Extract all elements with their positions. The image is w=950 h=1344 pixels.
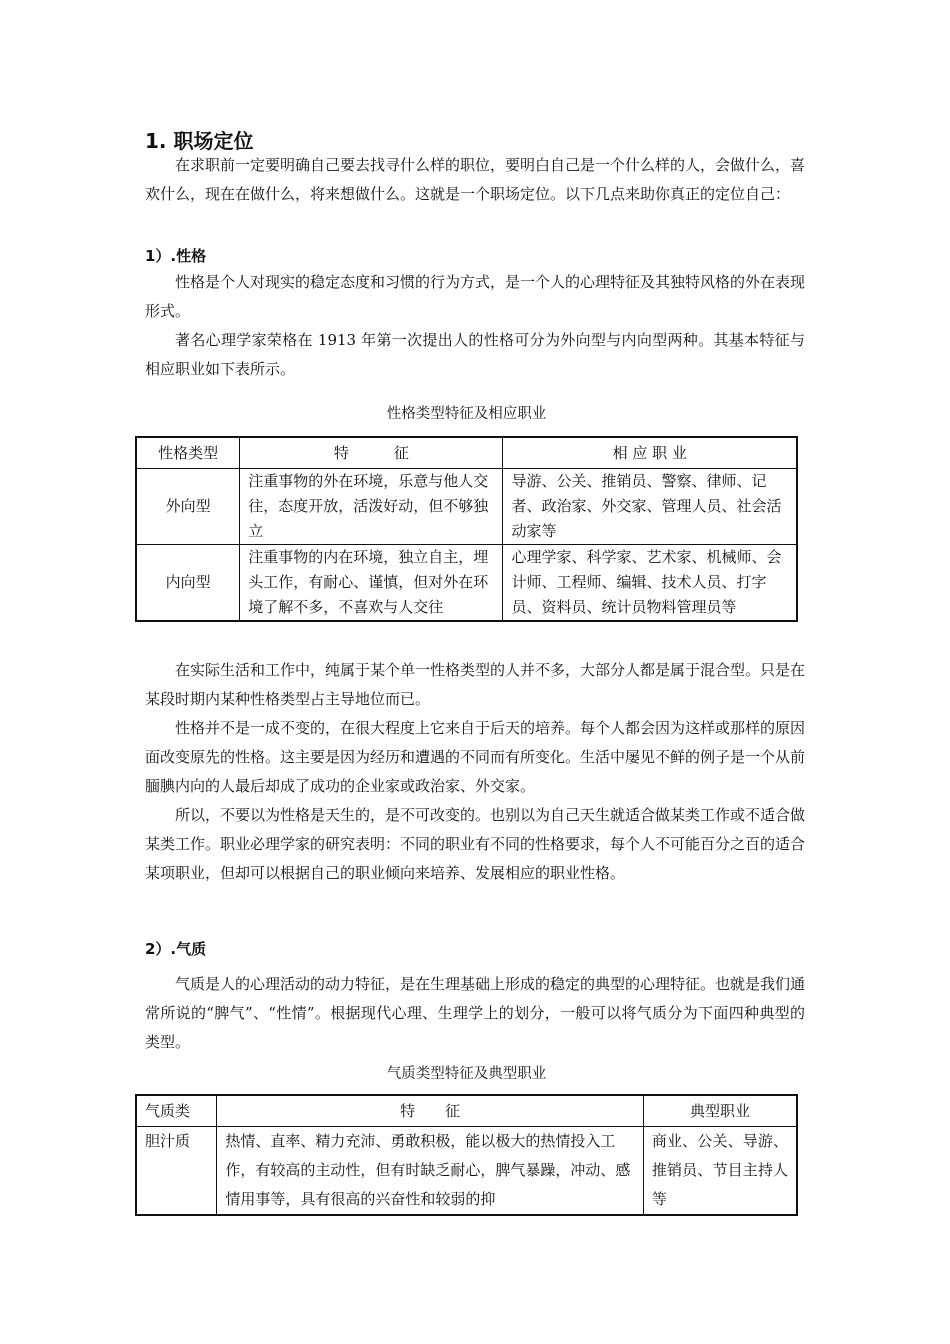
temperament-paragraph-1: 气质是人的心理活动的动力特征，是在生理基础上形成的稳定的典型的心理特征。也就是我们通常所说的“脾气”、“性情”。根据现代心理、生理学上的划分，一般可以将气质分为下面四种典型的类型。	[145, 975, 806, 1051]
section-title: 1. 职场定位	[145, 129, 254, 153]
table-header-row	[136, 437, 797, 469]
row-traits: 注重事物的外在环境，乐意与他人交往，态度开放，活泼好动，但不够独立	[240, 469, 503, 545]
header-type: 气质类	[136, 1095, 217, 1127]
personality-table	[135, 436, 798, 622]
personality-heading: 1）.性格	[145, 247, 207, 265]
header-traits: 特 征	[217, 1095, 644, 1127]
row-jobs: 心理学家、科学家、艺术家、机械师、会计师、工程师、编辑、技术人员、打字员、资料员、统计员物料管理员等	[503, 545, 797, 622]
row-jobs: 导游、公关、推销员、警察、律师、记者、政治家、外交家、管理人员、社会活动家等	[503, 469, 797, 545]
table-row	[136, 469, 797, 545]
temperament-table-caption: 气质类型特征及典型职业	[386, 1066, 547, 1082]
row-type: 外向型	[136, 469, 240, 545]
personality-paragraph-1: 性格是个人对现实的稳定态度和习惯的行为方式，是一个人的心理特征及其独特风格的外在表现形式。	[145, 273, 806, 320]
row-type: 胆汁质	[136, 1127, 217, 1216]
personality-paragraph-5: 所以，不要以为性格是天生的，是不可改变的。也别以为自己天生就适合做某类工作或不适合做某类工作。职业必理学家的研究表明：不同的职业有不同的性格要求，每个人不可能百分之百的适合某项职业，但却可以根据自己的职业倾向来培养、发展相应的职业性格。	[145, 806, 806, 882]
row-traits: 热情、直率、精力充沛、勇敢积极，能以极大的热情投入工作，有较高的主动性，但有时缺乏耐心，脾气暴躁，冲动、感情用事等，具有很高的兴奋性和较弱的抑	[217, 1127, 644, 1216]
header-type: 性格类型	[136, 437, 240, 469]
row-jobs: 商业、公关、导游、推销员、节目主持人等	[643, 1127, 797, 1216]
header-jobs: 典型职业	[643, 1095, 797, 1127]
table-row	[136, 1127, 797, 1216]
table-header-row	[136, 1095, 797, 1127]
personality-paragraph-3: 在实际生活和工作中，纯属于某个单一性格类型的人并不多，大部分人都是属于混合型。只是在某段时期内某种性格类型占主导地位而已。	[145, 661, 806, 708]
temperament-table	[135, 1094, 798, 1216]
personality-paragraph-2: 著名心理学家荣格在 1913 年第一次提出人的性格可分为外向型与内向型两种。其基本特征与相应职业如下表所示。	[145, 331, 805, 378]
table-row	[136, 545, 797, 622]
temperament-heading: 2）.气质	[145, 940, 207, 958]
row-type: 内向型	[136, 545, 240, 622]
personality-table-caption: 性格类型特征及相应职业	[386, 406, 547, 422]
header-traits: 特 征	[240, 437, 503, 469]
personality-paragraph-4: 性格并不是一成不变的，在很大程度上它来自于后天的培养。每个人都会因为这样或那样的原因面改变原先的性格。这主要是因为经历和遭遇的不同而有所变化。生活中屡见不鲜的例子是一个从前腼腆内向的人最后却成了成功的企业家或政治家、外交家。	[145, 719, 806, 795]
row-traits: 注重事物的内在环境，独立自主，埋头工作，有耐心、谨慎，但对外在环境了解不多，不喜欢与人交往	[240, 545, 503, 622]
header-jobs: 相 应 职 业	[503, 437, 797, 469]
intro-paragraph: 在求职前一定要明确自己要去找寻什么样的职位，要明白自己是一个什么样的人，会做什么，喜欢什么，现在在做什么，将来想做什么。这就是一个职场定位。以下几点来助你真正的定位自己：	[145, 156, 806, 203]
